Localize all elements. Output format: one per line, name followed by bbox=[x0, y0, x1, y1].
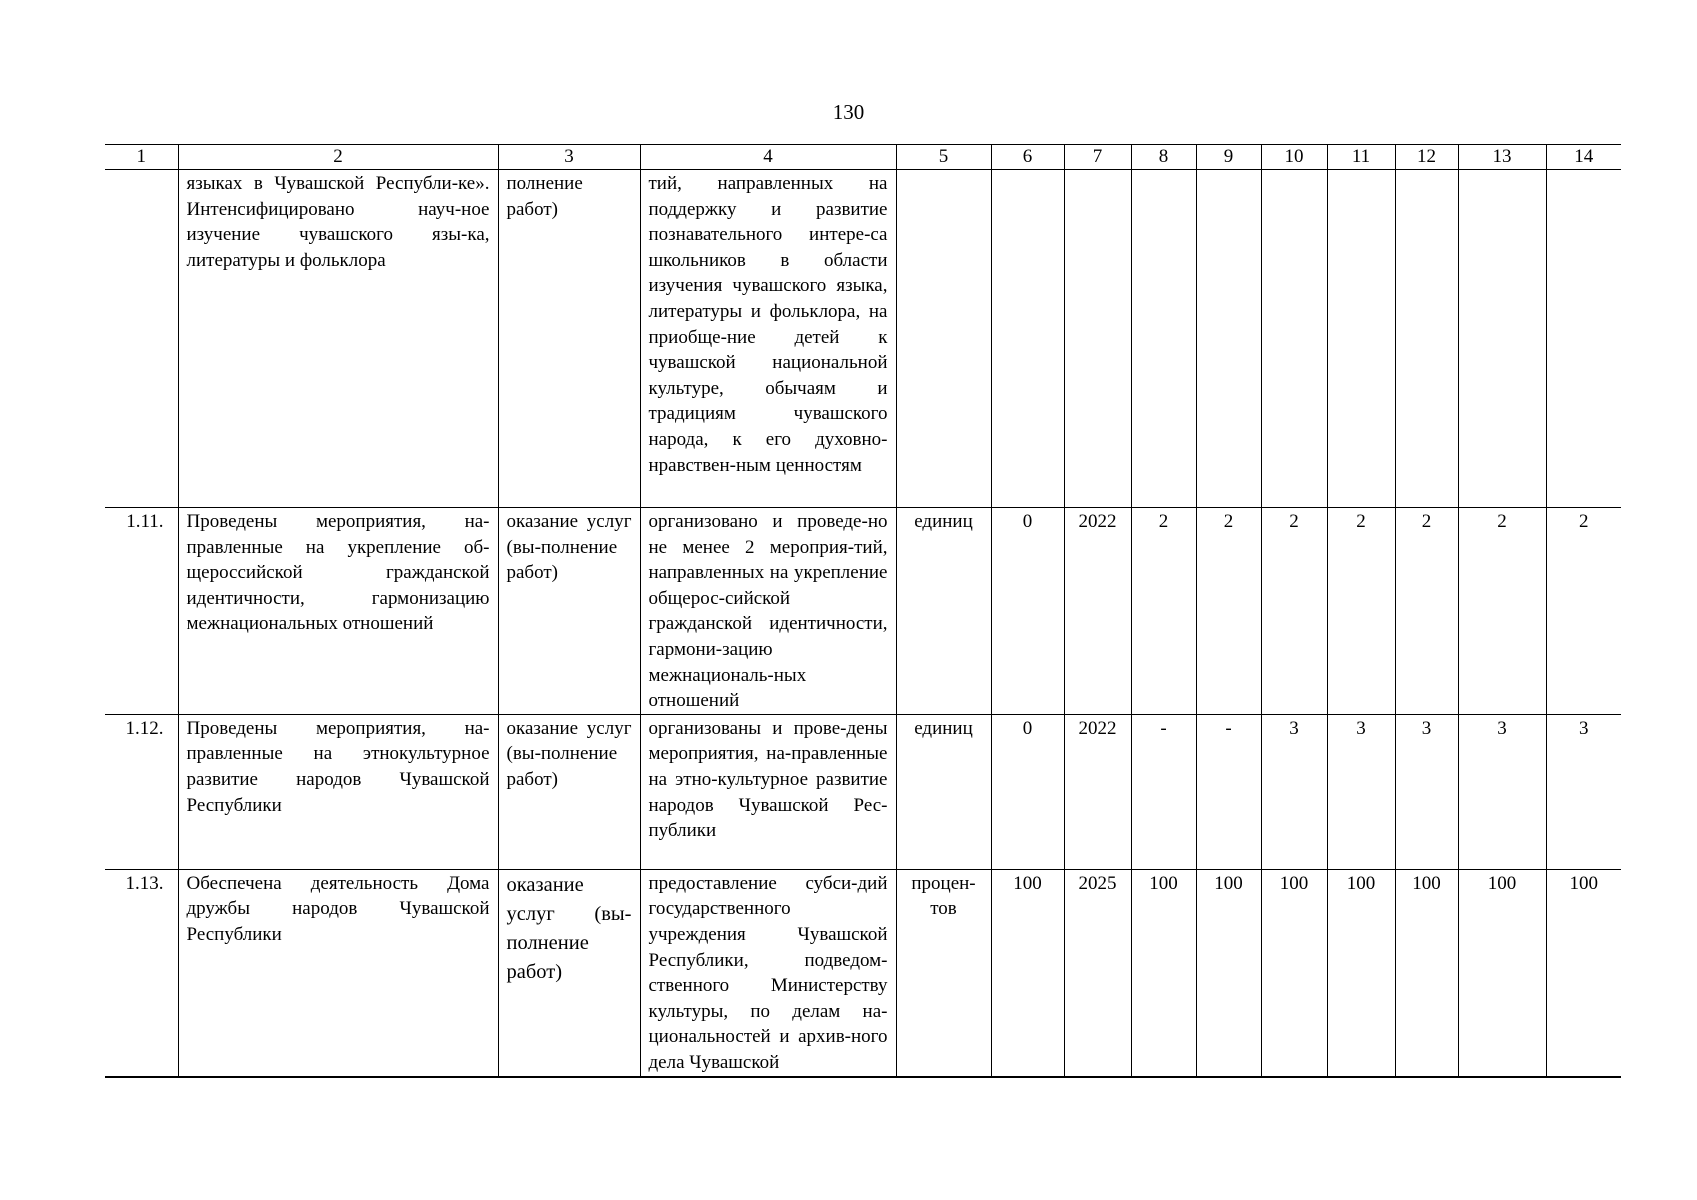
page-number: 130 bbox=[832, 100, 865, 124]
type-cell: оказание услуг (вы-полнение работ) bbox=[498, 714, 640, 869]
year-cell: 2022 bbox=[1064, 714, 1131, 869]
row-number: 1.12. bbox=[105, 714, 178, 869]
type-cell: оказание услуг (вы-полнение работ) bbox=[498, 508, 640, 715]
value-cell: 100 bbox=[1131, 869, 1196, 1076]
value-cell bbox=[1395, 170, 1458, 508]
value-cell: 2 bbox=[1327, 508, 1395, 715]
value-cell bbox=[1546, 170, 1621, 508]
value-cell: 3 bbox=[1261, 714, 1327, 869]
column-header: 13 bbox=[1458, 145, 1546, 170]
row-number: 1.11. bbox=[105, 508, 178, 715]
value-cell: 3 bbox=[1395, 714, 1458, 869]
value-cell: 100 bbox=[1327, 869, 1395, 1076]
value-cell: 2 bbox=[1131, 508, 1196, 715]
column-header: 7 bbox=[1064, 145, 1131, 170]
result-cell: Обеспечена деятельность Дома дружбы народов Чувашской Республики bbox=[178, 869, 498, 1076]
unit-cell: единиц bbox=[896, 508, 991, 715]
result-cell: Проведены мероприятия, на-правленные на этнокультурное развитие народов Чувашской Республики bbox=[178, 714, 498, 869]
value-cell: 2 bbox=[1196, 508, 1261, 715]
base-value-cell bbox=[991, 170, 1064, 508]
column-header: 5 bbox=[896, 145, 991, 170]
column-header: 12 bbox=[1395, 145, 1458, 170]
value-cell: 100 bbox=[1395, 869, 1458, 1076]
column-header: 9 bbox=[1196, 145, 1261, 170]
content-cell: тий, направленных на поддержку и развитие познавательного интере-са школьников в области изучения чувашского языка, литературы и фольклора, на приобще-ние детей к чувашской национальной культуре, обычаям и традициям чувашского народа, к его духовно-нравствен-ным ценностям bbox=[640, 170, 896, 508]
table-row bbox=[105, 508, 1621, 715]
value-cell: 2 bbox=[1458, 508, 1546, 715]
year-cell: 2022 bbox=[1064, 508, 1131, 715]
column-header: 2 bbox=[178, 145, 498, 170]
value-cell: 3 bbox=[1546, 714, 1621, 869]
value-cell: 3 bbox=[1327, 714, 1395, 869]
value-cell: - bbox=[1196, 714, 1261, 869]
content-cell: предоставление субси-дий государственного учреждения Чувашской Республики, подведом-ственного Министерству культуры, по делам на-циональностей и архив-ного дела Чувашской bbox=[640, 869, 896, 1076]
type-cell: полнение работ) bbox=[498, 170, 640, 508]
type-cell: оказание услуг (вы-полнение работ) bbox=[498, 869, 640, 1076]
column-header: 8 bbox=[1131, 145, 1196, 170]
base-value-cell: 0 bbox=[991, 508, 1064, 715]
value-cell: 2 bbox=[1261, 508, 1327, 715]
table-row bbox=[105, 170, 1621, 508]
row-number bbox=[105, 170, 178, 508]
column-header: 1 bbox=[105, 145, 178, 170]
unit-cell: единиц bbox=[896, 714, 991, 869]
column-header: 10 bbox=[1261, 145, 1327, 170]
value-cell: 2 bbox=[1395, 508, 1458, 715]
value-cell: 100 bbox=[1261, 869, 1327, 1076]
unit-cell bbox=[896, 170, 991, 508]
header-row bbox=[105, 145, 1621, 170]
value-cell bbox=[1131, 170, 1196, 508]
indicators-table bbox=[105, 144, 1621, 1078]
unit-cell: процен-тов bbox=[896, 869, 991, 1076]
column-header: 14 bbox=[1546, 145, 1621, 170]
value-cell bbox=[1458, 170, 1546, 508]
value-cell: - bbox=[1131, 714, 1196, 869]
row-number: 1.13. bbox=[105, 869, 178, 1076]
year-cell: 2025 bbox=[1064, 869, 1131, 1076]
column-header: 6 bbox=[991, 145, 1064, 170]
value-cell bbox=[1261, 170, 1327, 508]
result-cell: Проведены мероприятия, на-правленные на укрепление об-щероссийской гражданской идентичности, гармонизацию межнациональных отношений bbox=[178, 508, 498, 715]
year-cell bbox=[1064, 170, 1131, 508]
base-value-cell: 0 bbox=[991, 714, 1064, 869]
value-cell: 2 bbox=[1546, 508, 1621, 715]
result-cell: языках в Чувашской Республи-ке». Интенсифицировано науч-ное изучение чувашского язы-ка, литературы и фольклора bbox=[178, 170, 498, 508]
base-value-cell: 100 bbox=[991, 869, 1064, 1076]
content-cell: организованы и прове-дены мероприятия, на-правленные на этно-культурное развитие народов Чувашской Рес-публики bbox=[640, 714, 896, 869]
value-cell: 100 bbox=[1458, 869, 1546, 1076]
value-cell: 100 bbox=[1546, 869, 1621, 1076]
value-cell: 100 bbox=[1196, 869, 1261, 1076]
value-cell bbox=[1196, 170, 1261, 508]
table-row bbox=[105, 714, 1621, 869]
value-cell: 3 bbox=[1458, 714, 1546, 869]
column-header: 3 bbox=[498, 145, 640, 170]
content-cell: организовано и проведе-но не менее 2 мероприя-тий, направленных на укрепление общерос-сийской гражданской идентичности, гармони-зацию межнациональ-ных отношений bbox=[640, 508, 896, 715]
value-cell bbox=[1327, 170, 1395, 508]
column-header: 4 bbox=[640, 145, 896, 170]
column-header: 11 bbox=[1327, 145, 1395, 170]
table-row bbox=[105, 869, 1621, 1076]
